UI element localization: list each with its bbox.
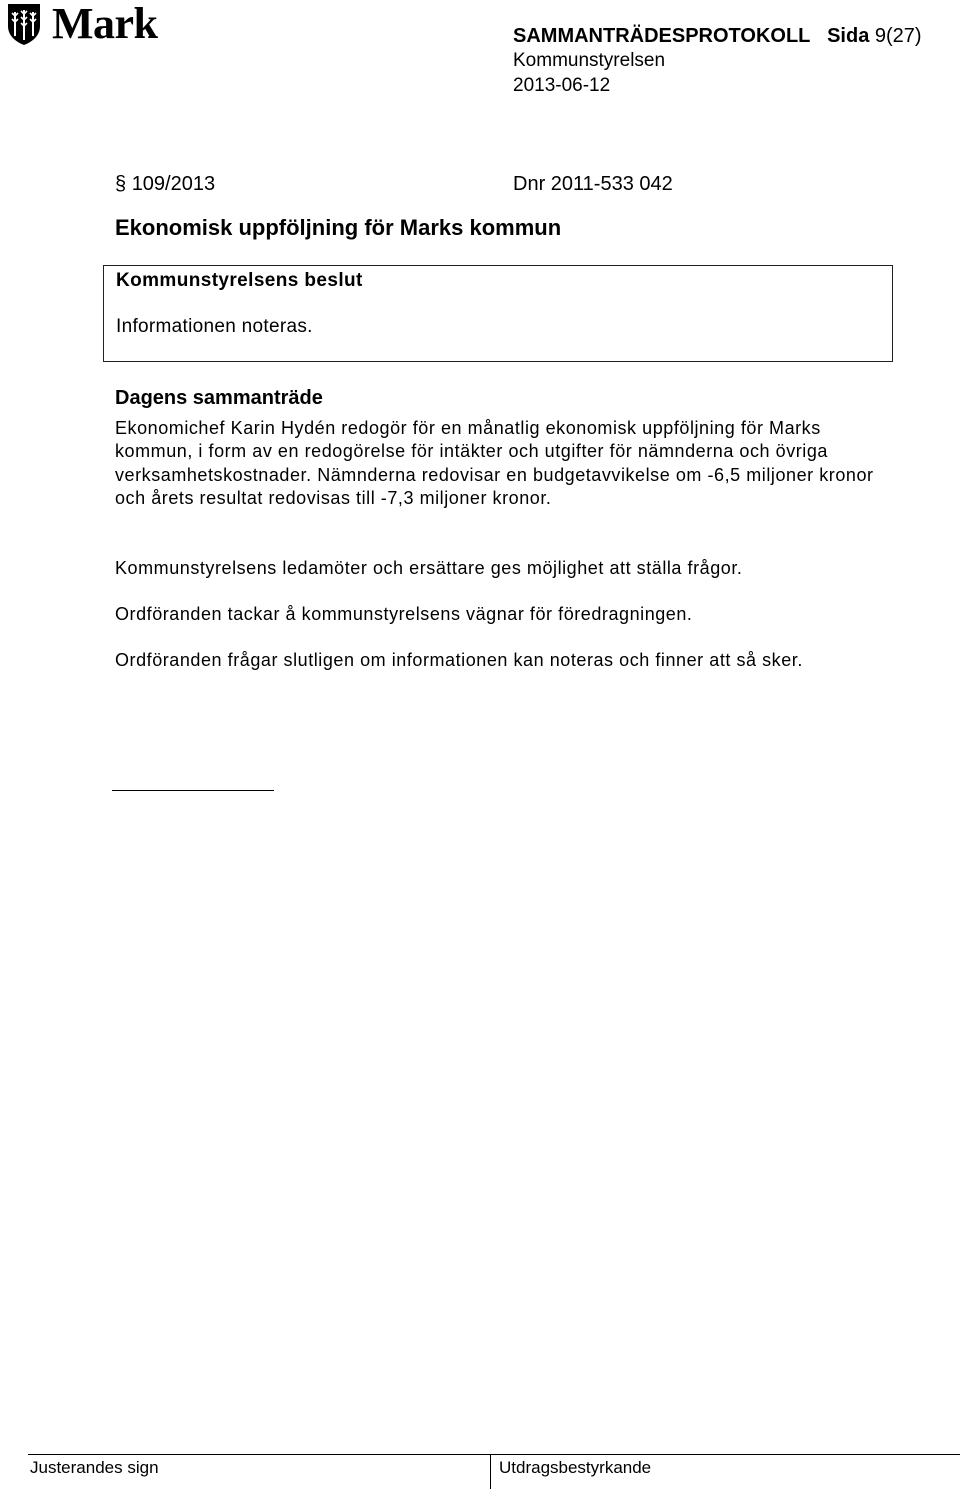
header-date: 2013-06-12 bbox=[513, 75, 611, 96]
signature-line bbox=[112, 790, 274, 791]
meeting-heading: Dagens sammanträde bbox=[115, 387, 323, 409]
municipality-logo bbox=[6, 2, 158, 46]
logo-text: Mark bbox=[52, 0, 158, 48]
document-header bbox=[513, 24, 922, 98]
coat-of-arms-icon bbox=[6, 2, 42, 46]
meeting-paragraph-4: Ordföranden frågar slutligen om informationen kan noteras och finner att så sker. bbox=[115, 650, 803, 670]
footer-divider bbox=[490, 1454, 491, 1489]
meeting-paragraph-3: Ordföranden tackar å kommunstyrelsens vägnar för föredragningen. bbox=[115, 604, 693, 624]
matter-title: Ekonomisk uppföljning för Marks kommun bbox=[115, 215, 562, 240]
decision-text: Informationen noteras. bbox=[116, 316, 313, 337]
paragraph-number: 109/2013 bbox=[131, 173, 216, 195]
paragraph-line bbox=[115, 173, 715, 196]
footer-utdragsbestyrkande: Utdragsbestyrkande bbox=[499, 1458, 652, 1477]
diary-number: Dnr 2011-533 042 bbox=[513, 173, 673, 195]
section-symbol: § bbox=[115, 173, 127, 195]
footer-rule bbox=[28, 1454, 960, 1455]
meeting-paragraph-1: Ekonomichef Karin Hydén redogör för en månatlig ekonomisk uppföljning för Marks kommun, i form av en redogörelse för intäkter och utgifter för nämnderna och övriga verksamhetskostnader. Nämnderna redovisar en budgetavvikelse om -6,5 miljoner kronor och årets resultat redovisas till -7,3 miljoner kronor. bbox=[115, 418, 874, 509]
page-number: 9(27) bbox=[874, 25, 922, 47]
decision-box bbox=[103, 265, 893, 362]
decision-heading: Kommunstyrelsens beslut bbox=[116, 270, 363, 291]
footer-justerandes-sign: Justerandes sign bbox=[30, 1458, 159, 1477]
header-row-1 bbox=[513, 24, 922, 48]
doc-type: SAMMANTRÄDESPROTOKOLL bbox=[513, 25, 811, 47]
meeting-paragraph-2: Kommunstyrelsens ledamöter och ersättare ges möjlighet att ställa frågor. bbox=[115, 558, 743, 578]
header-body: Kommunstyrelsen bbox=[513, 50, 666, 71]
page-label: Sida bbox=[827, 25, 870, 47]
